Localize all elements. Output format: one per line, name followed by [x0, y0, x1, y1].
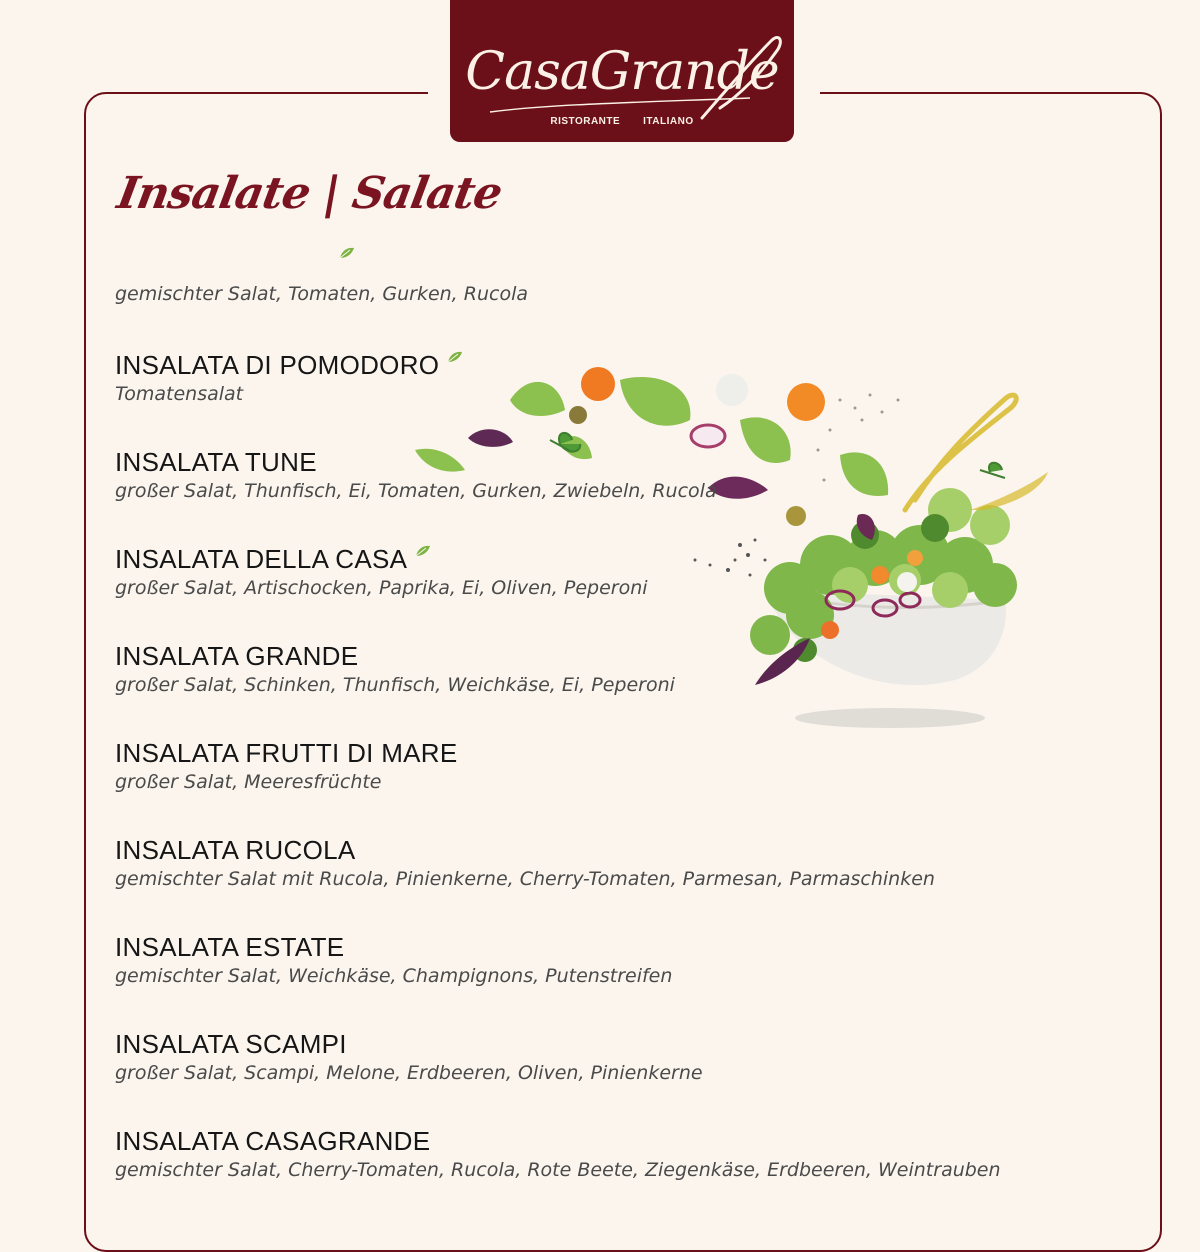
menu-item [115, 1029, 1015, 1126]
menu-item [115, 738, 1015, 835]
item-description: großer Salat, Schinken, Thunfisch, Weichkäse, Ei, Peperoni [115, 674, 675, 696]
menu-item [115, 280, 1015, 350]
item-name: INSALATA RUCOLA [115, 835, 356, 865]
item-name: INSALATA GRANDE [115, 641, 359, 671]
menu-item [115, 932, 1015, 1029]
menu-list [115, 280, 1015, 1223]
item-description: großer Salat, Thunfisch, Ei, Tomaten, Gurken, Zwiebeln, Rucola [115, 480, 717, 502]
menu-item [115, 544, 1015, 641]
menu-item [115, 1126, 1015, 1223]
leaf-icon [338, 246, 356, 260]
restaurant-logo [450, 0, 794, 142]
item-description: gemischter Salat, Weichkäse, Champignons, Putenstreifen [115, 965, 673, 987]
item-name: INSALATA DELLA CASA [115, 544, 408, 574]
logo-subtitle [450, 116, 794, 127]
item-description: gemischter Salat, Tomaten, Gurken, Rucola [115, 283, 528, 305]
logo-subtitle-left: RISTORANTE [550, 116, 621, 127]
item-description: Tomatensalat [115, 383, 244, 405]
leaf-icon [414, 544, 432, 558]
item-description: großer Salat, Meeresfrüchte [115, 771, 382, 793]
item-name: INSALATA TUNE [115, 447, 317, 477]
item-description: großer Salat, Artischocken, Paprika, Ei, Oliven, Peperoni [115, 577, 648, 599]
menu-item [115, 447, 1015, 544]
menu-item [115, 641, 1015, 738]
item-name: INSALATA FRUTTI DI MARE [115, 738, 458, 768]
leaf-icon [446, 350, 464, 364]
menu-item [115, 350, 1015, 447]
item-name: INSALATA ESTATE [115, 932, 345, 962]
item-description: gemischter Salat, Cherry-Tomaten, Rucola, Rote Beete, Ziegenkäse, Erdbeeren, Weintrauben [115, 1159, 1001, 1181]
item-description: großer Salat, Scampi, Melone, Erdbeeren, Oliven, Pinienkerne [115, 1062, 703, 1084]
logo-name: CasaGrande [465, 42, 779, 102]
menu-item [115, 835, 1015, 932]
logo-subtitle-right: ITALIANO [643, 116, 694, 127]
item-description: gemischter Salat mit Rucola, Pinienkerne, Cherry-Tomaten, Parmesan, Parmaschinken [115, 868, 935, 890]
item-name: INSALATA DI POMODORO [115, 350, 440, 380]
item-name: INSALATA SCAMPI [115, 1029, 347, 1059]
item-name: INSALATA CASAGRANDE [115, 1126, 431, 1156]
section-title: Insalate | Salate [113, 168, 506, 219]
